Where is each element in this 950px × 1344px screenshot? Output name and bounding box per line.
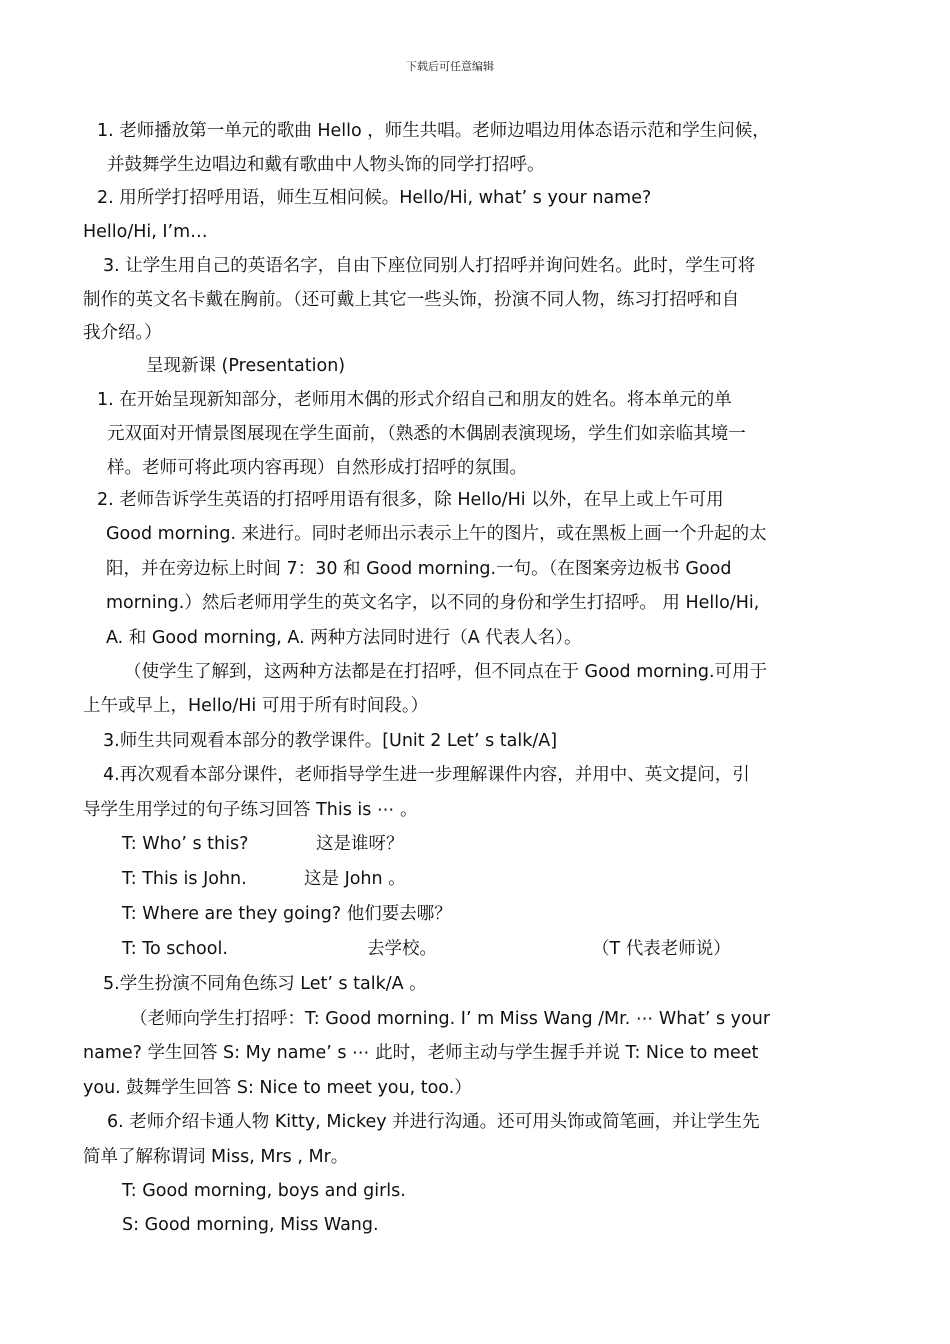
page-header: 下载后可任意编辑: [406, 60, 494, 73]
paragraph-line: 并鼓舞学生边唱边和戴有歌曲中人物头饰的同学打招呼。: [107, 155, 545, 175]
dialogue-line: T: Where are they going? 他们要去哪？: [122, 904, 452, 924]
section-heading: 呈现新课 (Presentation): [146, 356, 346, 376]
paragraph-line: 2. 老师告诉学生英语的打招呼用语有很多，除 Hello/Hi 以外，在早上或上午可用: [97, 490, 724, 510]
paragraph-line: 简单了解称谓词 Miss, Mrs , Mr。: [83, 1147, 349, 1167]
dialogue-chinese: 这是谁呀？: [316, 834, 404, 854]
paragraph-line: you. 鼓舞学生回答 S: Nice to meet you, too.）: [83, 1078, 472, 1098]
paragraph-line: A. 和 Good morning, A. 两种方法同时进行（A 代表人名）。: [106, 628, 582, 648]
paragraph-line: morning.）然后老师用学生的英文名字，以不同的身份和学生打招呼。 用 Hello/Hi,: [106, 593, 760, 613]
paragraph-line: 制作的英文名卡戴在胸前。（还可戴上其它一些头饰，扮演不同人物，练习打招呼和自: [83, 290, 740, 310]
dialogue-english: T: To school.: [122, 939, 228, 959]
paragraph-line: 1. 在开始呈现新知部分，老师用木偶的形式介绍自己和朋友的姓名。将本单元的单: [97, 390, 732, 410]
paragraph-line: 元双面对开情景图展现在学生面前，（熟悉的木偶剧表演现场，学生们如亲临其境一: [107, 424, 746, 444]
paragraph-line: 1. 老师播放第一单元的歌曲 Hello ，师生共唱。老师边唱边用体态语示范和学生问候，: [97, 121, 770, 141]
paragraph-line: 2. 用所学打招呼用语，师生互相问候。Hello/Hi, what’ s your name?: [97, 188, 652, 208]
paragraph-line: 3.师生共同观看本部分的教学课件。[Unit 2 Let’ s talk/A]: [103, 731, 558, 751]
paragraph-line: 我介绍。）: [83, 323, 162, 343]
paragraph-line: （使学生了解到，这两种方法都是在打招呼，但不同点在于 Good morning.可用于: [124, 662, 768, 682]
dialogue-line: S: Good morning, Miss Wang.: [122, 1215, 379, 1235]
paragraph-line: 上午或早上，Hello/Hi 可用于所有时间段。）: [83, 696, 429, 716]
paragraph-line: 4.再次观看本部分课件，老师指导学生进一步理解课件内容，并用中、英文提问，引: [103, 765, 750, 785]
paragraph-line: 6. 老师介绍卡通人物 Kitty, Mickey 并进行沟通。还可用头饰或简笔画，并让学生先: [107, 1112, 760, 1132]
dialogue-english: T: Who’ s this?: [122, 834, 249, 854]
dialogue-chinese: 去学校。: [367, 939, 437, 959]
paragraph-line: 样。老师可将此项内容再现）自然形成打招呼的氛围。: [107, 458, 527, 478]
dialogue-chinese: 这是 John 。: [304, 869, 406, 889]
paragraph-line: （老师向学生打招呼：T: Good morning. I’ m Miss Wang /Mr. ⋯ What’ s your: [130, 1009, 771, 1029]
paragraph-line: Hello/Hi, I’m…: [83, 222, 208, 242]
paragraph-line: 3. 让学生用自己的英语名字，自由下座位同别人打招呼并询问姓名。此时，学生可将: [103, 256, 756, 276]
paragraph-line: Good morning. 来进行。同时老师出示表示上午的图片，或在黑板上画一个升起的太: [106, 524, 767, 544]
dialogue-line: T: Good morning, boys and girls.: [122, 1181, 406, 1201]
paragraph-line: 5.学生扮演不同角色练习 Let’ s talk/A 。: [103, 974, 427, 994]
dialogue-note: （T 代表老师说）: [592, 939, 731, 959]
paragraph-line: 导学生用学过的句子练习回答 This is ⋯ 。: [83, 800, 418, 820]
paragraph-line: 阳，并在旁边标上时间 7：30 和 Good morning.一句。（在图案旁边板书 Good: [106, 559, 732, 579]
dialogue-english: T: This is John.: [122, 869, 247, 889]
paragraph-line: name? 学生回答 S: My name’ s ⋯ 此时，老师主动与学生握手并说 T: Nice to meet: [83, 1043, 759, 1063]
